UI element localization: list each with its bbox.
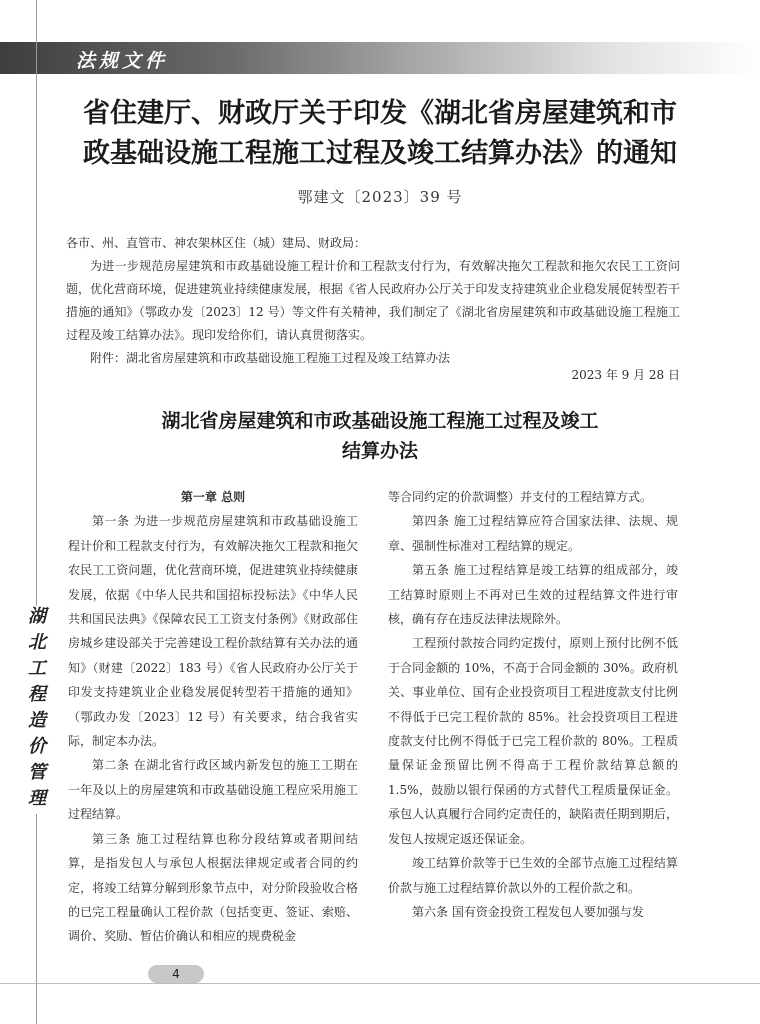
journal-side-title: 湖北工程造价管理	[25, 606, 46, 814]
article-paragraph: 第三条 施工过程结算也称分段结算或者期间结算，是指发包人与承包人根据法律规定或者合同的约定，将竣工结算分解到形象节点中，对分阶段验收合格的已完工程量确认工程价款（包括变更、签证、索赔、调价、奖励、暂估价确认和相应的规费税金	[68, 831, 358, 944]
notice-paragraph: 为进一步规范房屋建筑和市政基础设施工程计价和工程款支付行为，有效解决拖欠工程款和拖欠农民工工资问题，优化营商环境，促进建筑业持续健康发展，根据《省人民政府办公厅关于印发支持建筑业企业稳发展促转型若干措施的通知》（鄂政办发〔2023〕12 号）等文件有关精神，我们制定了《湖北省房屋建筑和市政基础设施工程施工过程及竣工结算办法》。现印发给你们，请认真贯彻落实。	[66, 259, 680, 342]
article-paragraph: 第一条 为进一步规范房屋建筑和市政基础设施工程计价和工程款支付行为，有效解决拖欠工程款和拖欠农民工工资问题，优化营商环境，促进建筑业持续健康发展，依据《中华人民共和国招标投标法》《中华人民共和国民法典》《保障农民工工资支付条例》《财政部住房城乡建设部关于完善建设工程价款结算有关办法的通知》（财建〔2022〕183 号）《省人民政府办公厅关于印发支持建筑业企业稳发展促转型若干措施的通知》（鄂政办发〔2023〕12 号）有关要求，结合我省实际，制定本办法。	[68, 514, 358, 749]
article-paragraph: 第六条 国有资金投资工程发包人要加强与发	[412, 904, 644, 919]
rules-title-line-2: 结算办法	[341, 440, 418, 462]
section-label: 法规文件	[76, 50, 169, 72]
article-paragraph: 工程预付款按合同约定拨付，原则上预付比例不低于合同金额的 10%，不高于合同金额的 30%。政府机关、事业单位、国有企业投资项目工程进度款支付比例不得低于已完工程价款的 85%。社会投资项目工程进度款支付比例不得低于已完工程价款的 80%。工程质量保证金预留比例不得高于工程价款结算总额的 1.5%，鼓励以银行保函的方式替代工程质量保证金。承包人认真履行合同约定责任的，缺陷责任期到期后，发包人按规定返还保证金。	[388, 636, 678, 846]
margin-rule	[36, 0, 37, 1024]
article-paragraph: 第二条 在湖北省行政区域内新发包的施工工期在一年及以上的房屋建筑和市政基础设施工程应采用施工过程结算。	[68, 758, 358, 822]
chapter-heading: 第一章 总则	[180, 490, 246, 504]
left-column	[68, 485, 358, 949]
article-paragraph: 竣工结算价款等于已生效的全部节点施工过程结算价款与施工过程结算价款以外的工程价款之和。	[388, 856, 678, 895]
notice-title-line-1: 省住建厅、财政厅关于印发《湖北省房屋建筑和市	[83, 98, 677, 129]
notice-title-line-2: 政基础设施工程施工过程及竣工结算办法》的通知	[83, 138, 677, 169]
article-paragraph: 等合同约定的价款调整）并支付的工程结算方式。	[388, 490, 653, 504]
notice-addressee: 各市、州、直管市、神农架林区住（城）建局、财政局：	[66, 236, 367, 250]
article-paragraph: 第四条 施工过程结算应符合国家法律、法规、规章、强制性标准对工程结算的规定。	[388, 514, 678, 553]
footer-rule	[0, 983, 760, 984]
rules-title-line-1: 湖北省房屋建筑和市政基础设施工程施工过程及竣工	[161, 410, 599, 432]
notice-date: 2023 年 9 月 28 日	[571, 368, 680, 382]
notice-body	[66, 232, 680, 370]
document-number: 鄂建文〔2023〕39 号	[297, 188, 463, 206]
notice-attachment: 附件：湖北省房屋建筑和市政基础设施工程施工过程及竣工结算办法	[90, 351, 451, 365]
article-paragraph: 第五条 施工过程结算是竣工结算的组成部分，竣工结算时原则上不再对已生效的过程结算文件进行审核，确有存在违反法律法规除外。	[388, 563, 678, 627]
rules-title	[40, 406, 720, 466]
page-number-badge: 4	[148, 965, 204, 983]
right-column	[388, 485, 678, 924]
notice-title	[40, 94, 720, 174]
